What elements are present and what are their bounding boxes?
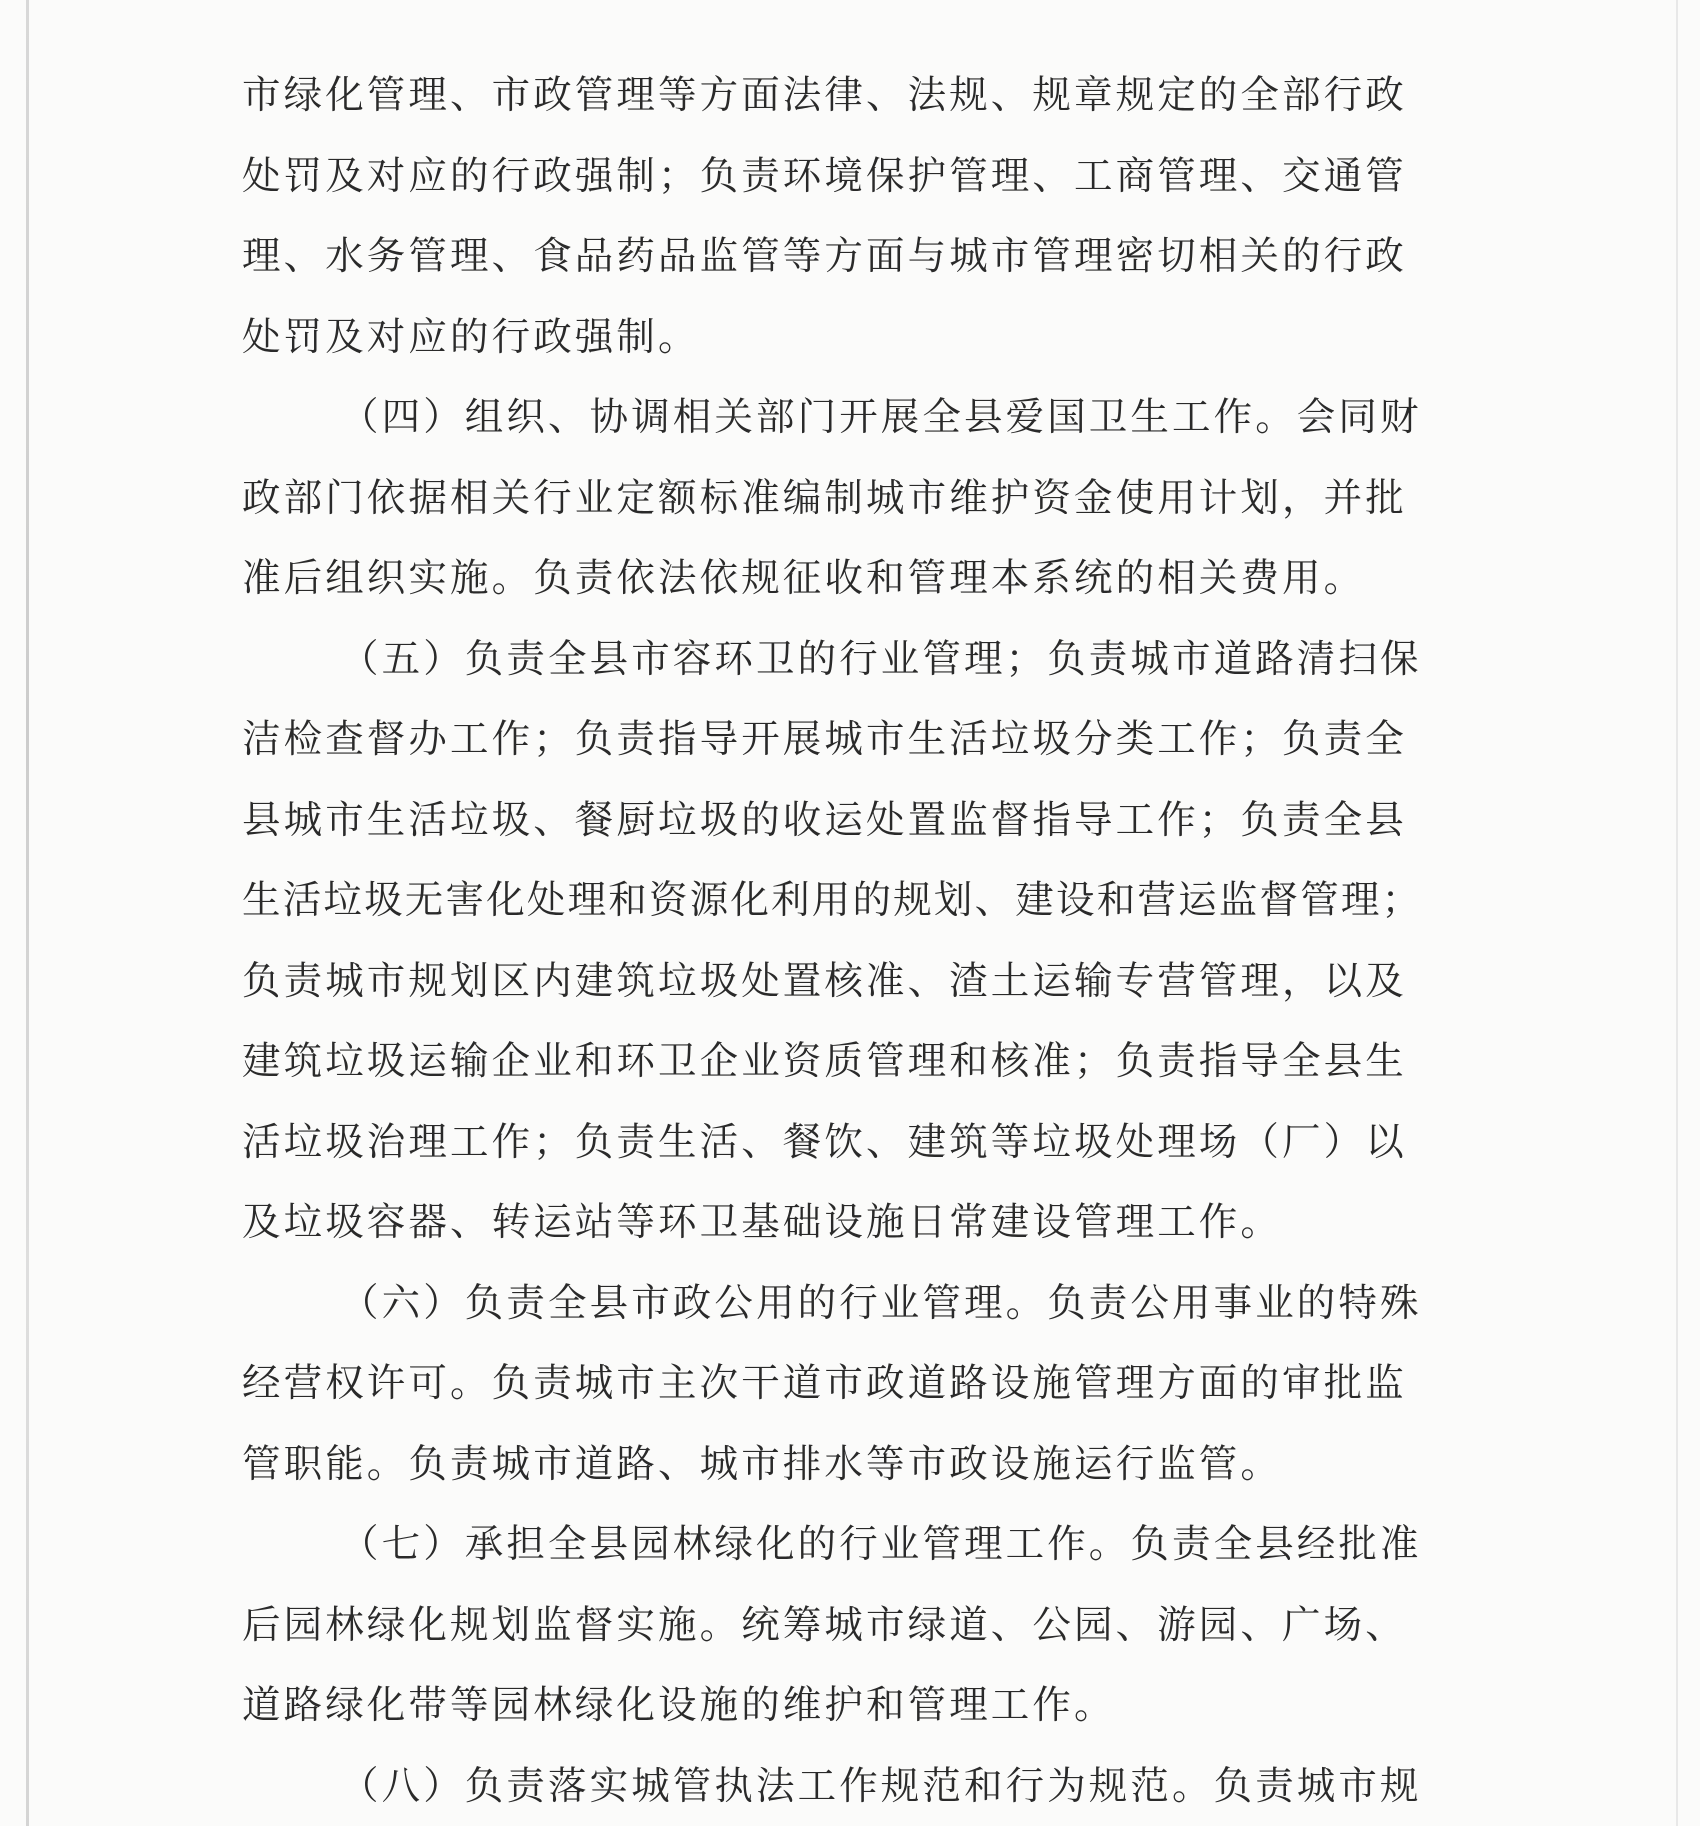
text-line: 准后组织实施。负责依法依规征收和管理本系统的相关费用。 (242, 556, 1366, 601)
text-line: 处罚及对应的行政强制。 (242, 314, 700, 360)
text-line: 及垃圾容器、转运站等环卫基础设施日常建设管理工作。 (242, 1200, 1283, 1245)
paragraph-8-start: （八）负责落实城管执法工作规范和行为规范。负责城市规 (340, 1763, 1422, 1809)
text-line: 建筑垃圾运输企业和环卫企业资质管理和核准；负责指导全县生 (242, 1039, 1407, 1084)
text-line: 理、水务管理、食品药品监管等方面与城市管理密切相关的行政 (242, 234, 1407, 279)
paragraph-6-start: （六）负责全县市政公用的行业管理。负责公用事业的特殊 (340, 1280, 1422, 1326)
text-line: 洁检查督办工作；负责指导开展城市生活垃圾分类工作；负责全 (242, 717, 1407, 762)
text-line: 活垃圾治理工作；负责生活、餐饮、建筑等垃圾处理场（厂）以 (242, 1119, 1407, 1165)
text-line: 政部门依据相关行业定额标准编制城市维护资金使用计划，并批 (242, 475, 1407, 521)
text-line: 县城市生活垃圾、餐厨垃圾的收运处置监督指导工作；负责全县 (242, 797, 1407, 843)
text-line: 管职能。负责城市道路、城市排水等市政设施运行监管。 (242, 1441, 1283, 1487)
paragraph-4-start: （四）组织、协调相关部门开展全县爱国卫生工作。会同财 (340, 395, 1422, 440)
text-line: 市绿化管理、市政管理等方面法律、法规、规章规定的全部行政 (242, 73, 1407, 118)
paragraph-7-start: （七）承担全县园林绿化的行业管理工作。负责全县经批准 (340, 1522, 1422, 1567)
scan-edge-left (26, 0, 29, 1826)
text-line: 经营权许可。负责城市主次干道市政道路设施管理方面的审批监 (242, 1361, 1407, 1406)
text-line: 负责城市规划区内建筑垃圾处置核准、渣土运输专营管理，以及 (242, 958, 1407, 1004)
text-line: 后园林绿化规划监督实施。统筹城市绿道、公园、游园、广场、 (242, 1602, 1407, 1648)
document-body (242, 56, 1468, 1826)
text-line: 生活垃圾无害化处理和资源化利用的规划、建设和营运监督管理； (242, 878, 1423, 923)
text-line: 道路绿化带等园林绿化设施的维护和管理工作。 (242, 1683, 1116, 1728)
paragraph-5-start: （五）负责全县市容环卫的行业管理；负责城市道路清扫保 (340, 636, 1422, 682)
scan-edge-right (1676, 0, 1678, 1826)
text-line: 处罚及对应的行政强制；负责环境保护管理、工商管理、交通管 (242, 153, 1407, 199)
